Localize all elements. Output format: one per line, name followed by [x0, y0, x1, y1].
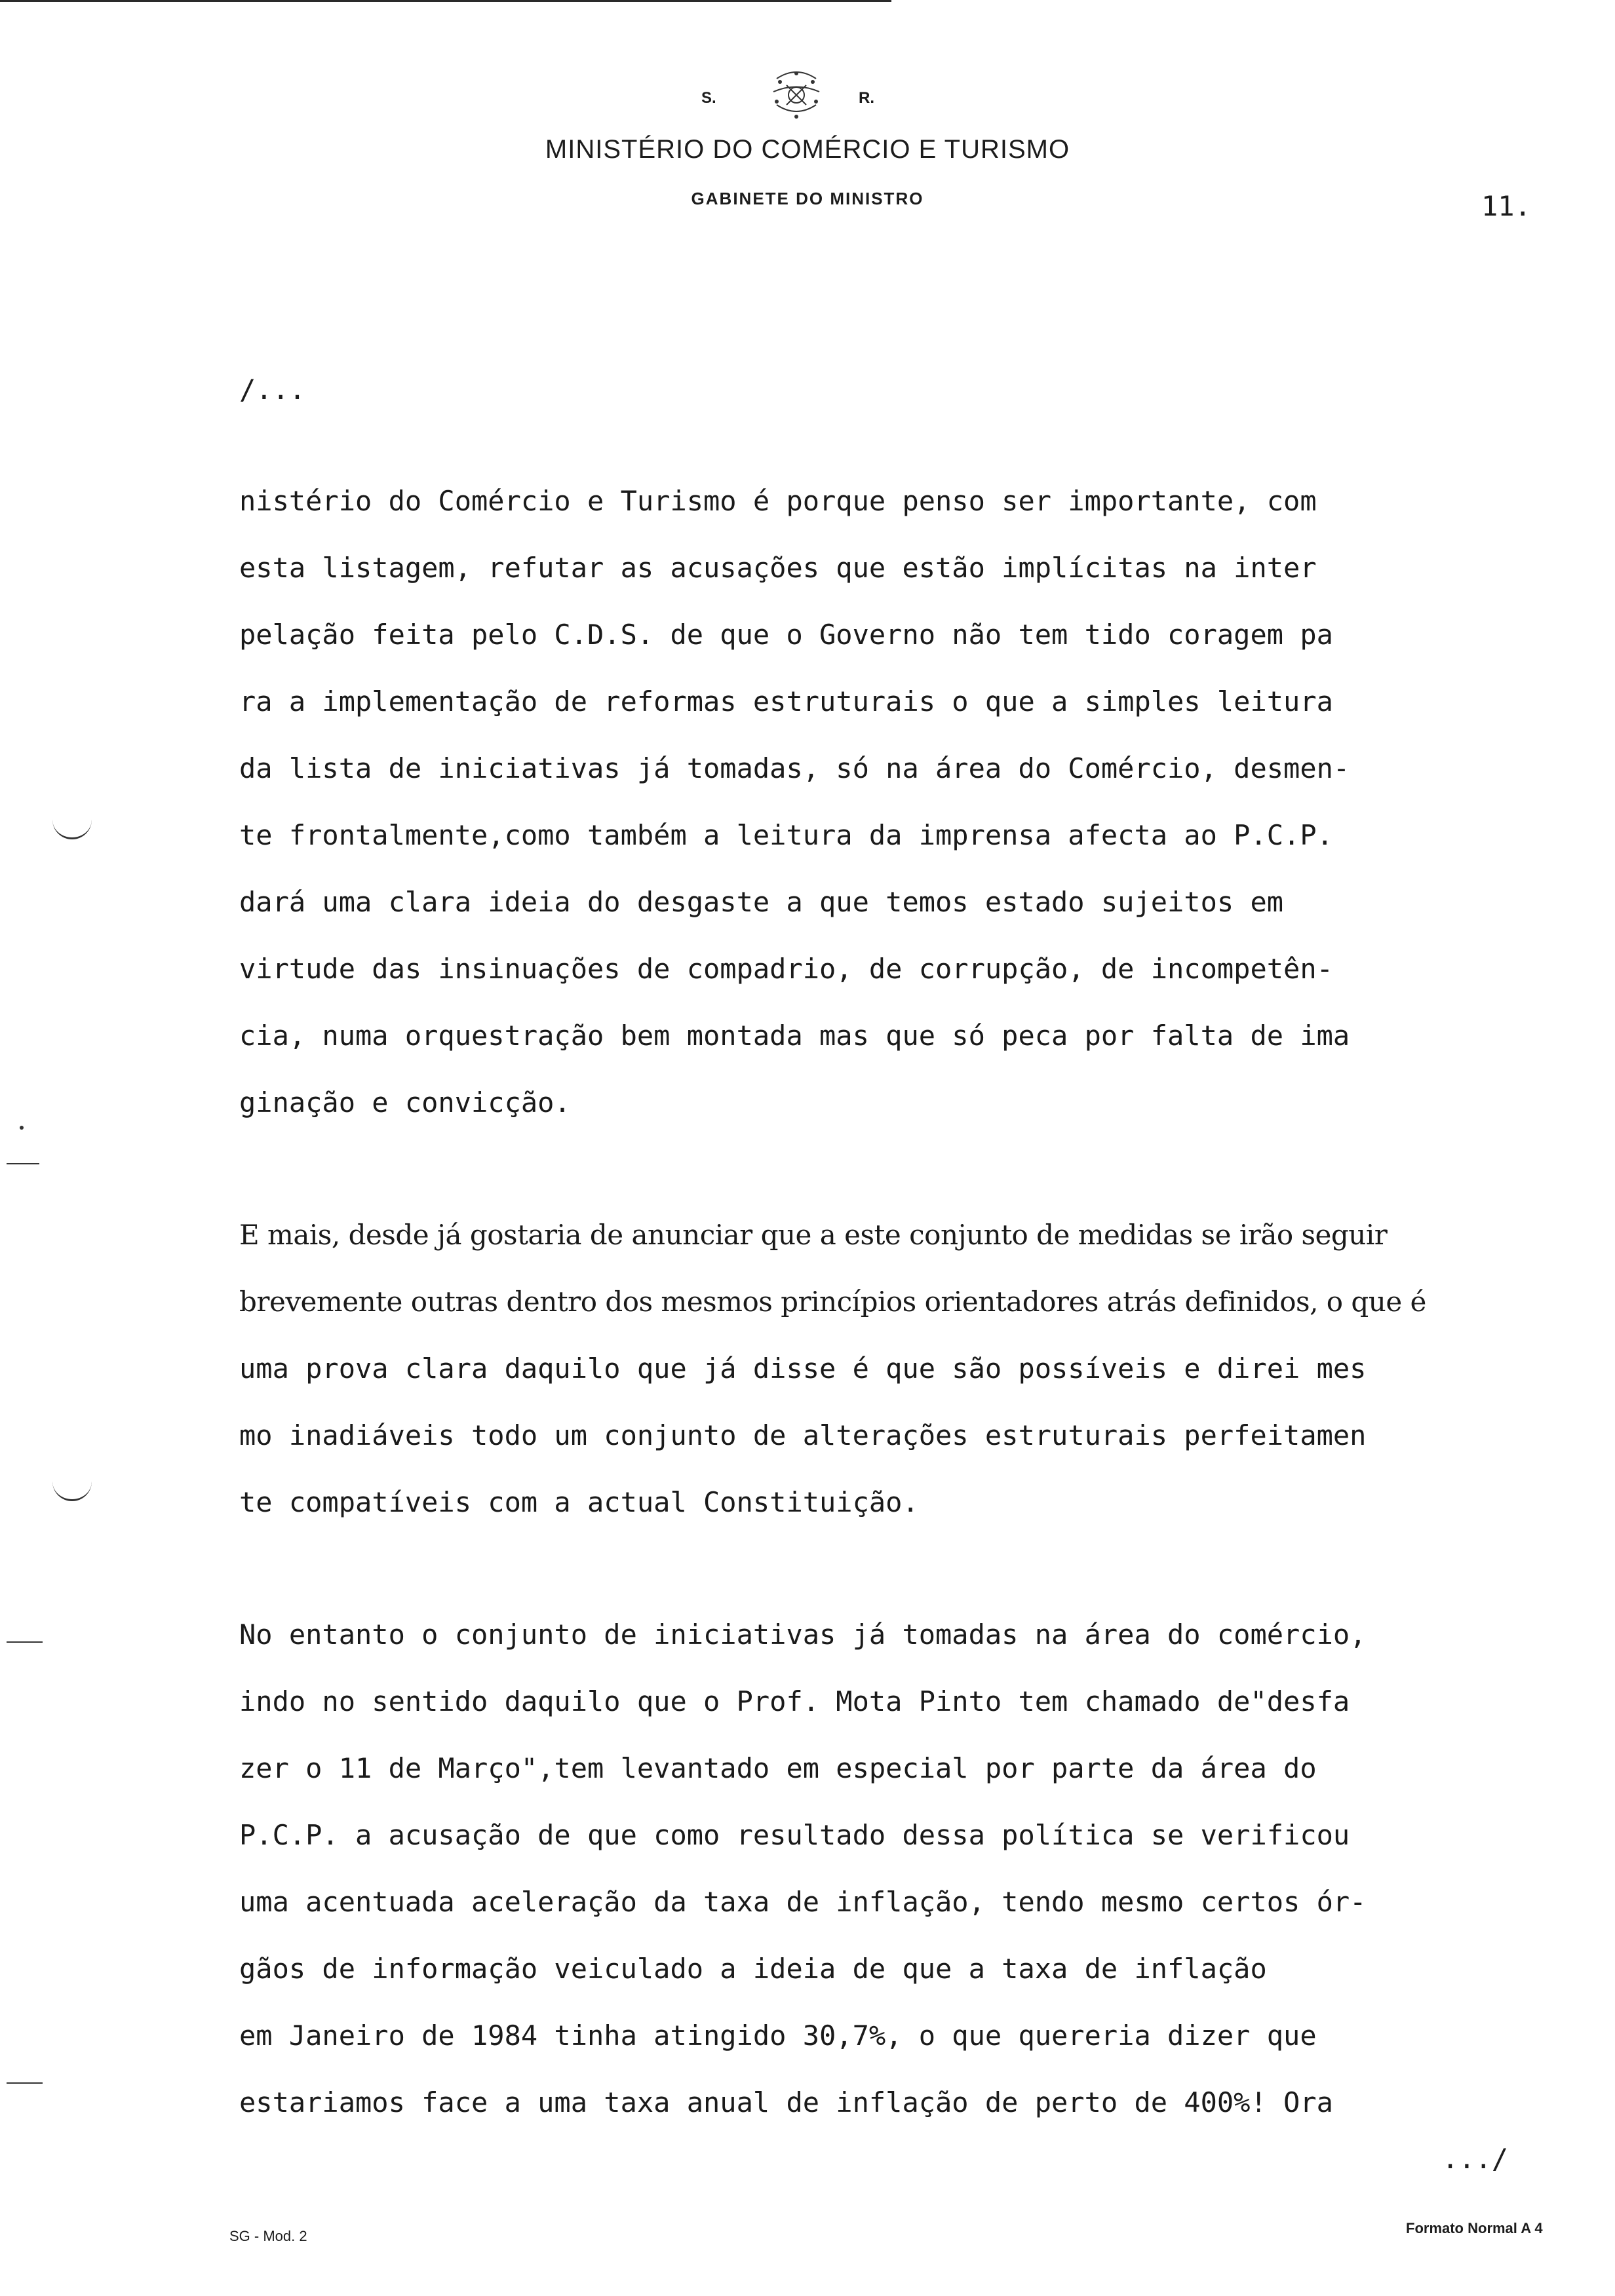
paragraph-1 [239, 485, 1603, 1153]
paragraph-2 [239, 1219, 1603, 1553]
ministry-name: MINISTÉRIO DO COMÉRCIO E TURISMO [545, 135, 1070, 164]
text-line: ginação e convicção. [239, 1086, 571, 1119]
continuation-marker-start: /... [239, 373, 306, 406]
text-line: indo no sentido daquilo que o Prof. Mota Pinto tem chamado de"desfa [239, 1685, 1350, 1717]
text-line: gãos de informação veiculado a ideia de que a taxa de inflação [239, 1953, 1267, 1985]
text-line: esta listagem, refutar as acusações que estão implícitas na inter [239, 552, 1317, 584]
text-line: cia, numa orquestração bem montada mas que só peca por falta de ima [239, 1020, 1350, 1052]
seal-row [695, 66, 891, 124]
office-name: GABINETE DO MINISTRO [691, 189, 924, 208]
margin-mark [20, 1126, 24, 1130]
paper-format: Formato Normal A 4 [1406, 2220, 1543, 2236]
text-line: nistério do Comércio e Turismo é porque penso ser importante, com [239, 485, 1317, 517]
text-line: te frontalmente,como também a leitura da imprensa afecta ao P.C.P. [239, 819, 1333, 851]
text-line: pelação feita pelo C.D.S. de que o Governo não tem tido coragem pa [239, 619, 1333, 651]
text-line: uma prova clara daquilo que já disse é que são possíveis e direi mes [239, 1352, 1367, 1385]
continuation-marker-end: .../ [1442, 2143, 1509, 2175]
margin-mark [52, 819, 92, 839]
margin-mark [7, 1641, 43, 1643]
text-line: ra a implementação de reformas estruturais o que a simples leitura [239, 685, 1333, 718]
page-number: 11. [1481, 190, 1531, 222]
text-line: dará uma clara ideia do desgaste a que temos estado sujeitos em [239, 886, 1284, 918]
coat-of-arms-icon [747, 66, 846, 124]
text-line: P.C.P. a acusação de que como resultado dessa política se verificou [239, 1819, 1350, 1851]
text-line: mo inadiáveis todo um conjunto de alterações estruturais perfeitamen [239, 1419, 1367, 1451]
text-line: No entanto o conjunto de iniciativas já tomadas na área do comércio, [239, 1618, 1367, 1651]
text-line: brevemente outras dentro dos mesmos princípios orientadores atrás definidos, o que é [239, 1286, 1426, 1318]
margin-mark [7, 1163, 39, 1164]
text-line: estariamos face a uma taxa anual de inflação de perto de 400%! Ora [239, 2086, 1333, 2118]
text-line: em Janeiro de 1984 tinha atingido 30,7%, o que quereria dizer que [239, 2019, 1317, 2052]
seal-left-letter: S. [701, 89, 716, 107]
form-code: SG - Mod. 2 [229, 2228, 307, 2244]
letterhead [0, 59, 1615, 222]
text-line: uma acentuada aceleração da taxa de inflação, tendo mesmo certos ór- [239, 1886, 1367, 1918]
margin-mark [52, 1481, 92, 1501]
seal-right-letter: R. [859, 89, 874, 107]
text-line: zer o 11 de Março",tem levantado em especial por parte da área do [239, 1752, 1317, 1784]
text-line: virtude das insinuações de compadrio, de corrupção, de incompetên- [239, 953, 1333, 985]
text-line: te compatíveis com a actual Constituição. [239, 1486, 919, 1518]
paragraph-3 [239, 1618, 1603, 2153]
margin-mark [7, 2082, 43, 2084]
text-line: da lista de iniciativas já tomadas, só na área do Comércio, desmen- [239, 752, 1350, 784]
top-rule [0, 0, 891, 2]
text-line: E mais, desde já gostaria de anunciar que a este conjunto de medidas se irão seguir [239, 1219, 1388, 1251]
